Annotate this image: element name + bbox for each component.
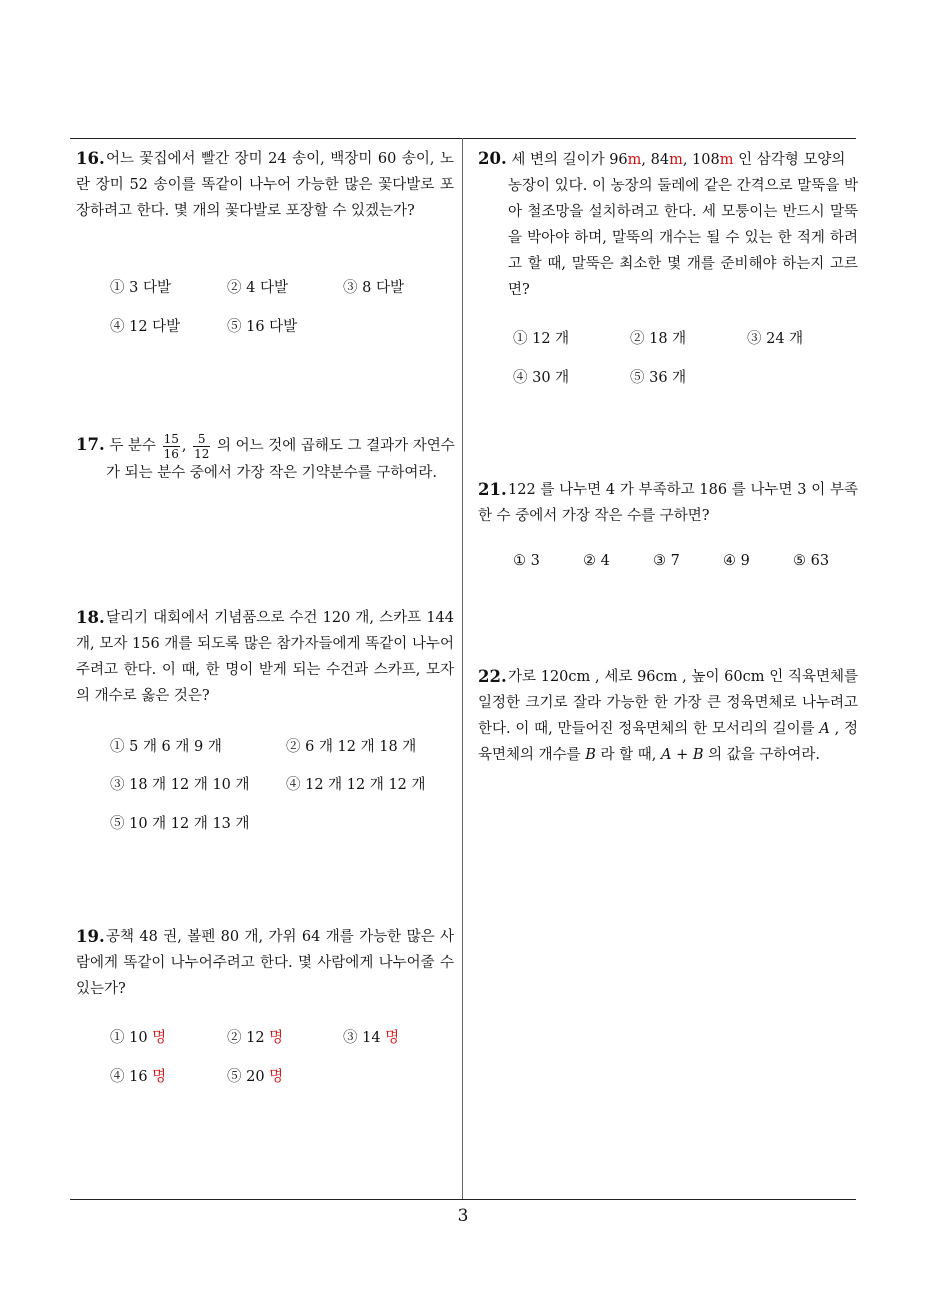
unit-m: m	[719, 152, 734, 168]
question-text: 농장이 있다. 이 농장의 둘레에 같은 간격으로 말뚝을 박아 철조망을 설치하려고 한다. 세 모퉁이는 반드시 말뚝을 박아야 하며, 말뚝의 개수는 될 수 있는 한 적게 하려고 할 때, 말뚝은 최소한 몇 개를 준비해야 하는지 고르면?	[508, 178, 858, 298]
option-2[interactable]: ② 6 개 12 개 18 개	[286, 739, 417, 755]
variable-a: A	[819, 721, 830, 737]
fraction-5-12: $\frac{5}{12}$	[194, 431, 210, 461]
question-21	[478, 477, 858, 529]
option-4[interactable]: ④ 12 개 12 개 12 개	[286, 777, 426, 793]
option-3[interactable]: ③ 14 명	[343, 1030, 400, 1046]
option-1[interactable]: ① 10 명	[110, 1030, 167, 1046]
question-text-line1: 의 어느 것에 곱해도 그 결과가 자연수	[216, 438, 455, 454]
option-4[interactable]: ④ 16 명	[110, 1069, 167, 1085]
page-number: 3	[457, 1206, 469, 1226]
unit-label: 명	[152, 1030, 167, 1046]
unit-label: 명	[152, 1069, 167, 1085]
question-text: 어느 꽃집에서 빨간 장미 24 송이, 백장미 60 송이, 노란 장미 52 송이를 똑같이 나누어 가능한 많은 꽃다발로 포장하려고 한다. 몇 개의 꽃다발로 포장할 수 있겠는가?	[76, 151, 454, 219]
question-18	[76, 605, 454, 709]
question-number: 18.	[76, 608, 105, 627]
variable-b: B	[585, 747, 596, 763]
option-3[interactable]: ③ 18 개 12 개 10 개	[110, 777, 250, 793]
bottom-rule	[70, 1199, 856, 1200]
question-text: 122 를 나누면 4 가 부족하고 186 를 나누면 3 이 부족한 수 중에서 가장 작은 수를 구하면?	[478, 482, 858, 524]
unit-label: 명	[269, 1069, 284, 1085]
question-22	[478, 664, 858, 768]
option-1[interactable]: ① 3	[513, 553, 540, 569]
option-1[interactable]: ① 3 다발	[110, 280, 171, 296]
fraction-15-16: $\frac{15}{16}$	[163, 431, 179, 461]
question-text: 달리기 대회에서 기념품으로 수건 120 개, 스카프 144 개, 모자 156 개를 되도록 많은 참가자들에게 똑같이 나누어주려고 한다. 이 때, 한 명이 받게 되는 수건과 스카프, 모자의 개수로 옳은 것은?	[76, 610, 454, 704]
question-number: 17.	[76, 435, 105, 454]
unit-label: 명	[269, 1030, 284, 1046]
fraction-separator: ,	[181, 438, 187, 454]
column-divider	[462, 138, 463, 1200]
option-3[interactable]: ③ 8 다발	[343, 280, 404, 296]
question-lead: 세 변의 길이가	[511, 152, 605, 168]
option-4[interactable]: ④ 9	[723, 553, 750, 569]
expression-a-plus-b: A + B	[661, 747, 704, 763]
question-number: 22.	[478, 667, 507, 686]
option-5[interactable]: ⑤ 16 다발	[227, 319, 298, 335]
question-number: 19.	[76, 927, 105, 946]
question-text: 가로 120cm , 세로 96cm , 높이 60cm 인 직육면체를 일정한 크기로 잘라 가능한 한 가장 큰 정육면체로 나누려고 한다. 이 때, 만들어진 정육면체의 한 모서리의 길이를 A , 정육면체의 개수를 B 라 할 때, A + B 의 값을 구하여라.	[478, 669, 859, 763]
option-5[interactable]: ⑤ 10 개 12 개 13 개	[110, 816, 250, 832]
option-3[interactable]: ③ 24 개	[747, 331, 804, 347]
option-4[interactable]: ④ 12 다발	[110, 319, 181, 335]
option-2[interactable]: ② 12 명	[227, 1030, 284, 1046]
question-text-line2: 가 되는 분수 중에서 가장 작은 기약분수를 구하여라.	[106, 465, 438, 481]
unit-m: m	[627, 152, 642, 168]
unit-m: m	[669, 152, 683, 168]
option-2[interactable]: ② 18 개	[630, 331, 687, 347]
top-rule	[70, 138, 856, 139]
option-1[interactable]: ① 12 개	[513, 331, 570, 347]
question-19	[76, 924, 454, 1002]
option-5[interactable]: ⑤ 36 개	[630, 370, 687, 386]
option-2[interactable]: ② 4 다발	[227, 280, 288, 296]
question-20: 20. 세 변의 길이가 96m, 84m, 108m 인 삼각형 모양의 농장이 있다. 이 농장의 둘레에 같은 간격으로 말뚝을 박아 철조망을 설치하려고 한다. 세 모퉁이는 반드시 말뚝을 박아야 하며, 말뚝의 개수는 될 수 있는 한 적게 하려고 할 때, 말뚝은 최소한 몇 개를 준비해야 하는지 고르면?	[478, 146, 858, 303]
option-5[interactable]: ⑤ 63	[793, 553, 830, 569]
question-number: 20.	[478, 149, 507, 168]
question-number: 21.	[478, 480, 507, 499]
option-5[interactable]: ⑤ 20 명	[227, 1069, 284, 1085]
question-prefix: 두 분수	[109, 438, 156, 454]
option-3[interactable]: ③ 7	[653, 553, 680, 569]
question-17	[76, 424, 454, 486]
question-text: 공책 48 권, 볼펜 80 개, 가위 64 개를 가능한 많은 사람에게 똑같이 나누어주려고 한다. 몇 사람에게 나누어줄 수 있는가?	[76, 929, 454, 997]
option-2[interactable]: ② 4	[583, 553, 610, 569]
unit-label: 명	[385, 1030, 400, 1046]
option-1[interactable]: ① 5 개 6 개 9 개	[110, 739, 222, 755]
question-16	[76, 146, 454, 224]
question-number: 16.	[76, 149, 105, 168]
option-4[interactable]: ④ 30 개	[513, 370, 570, 386]
